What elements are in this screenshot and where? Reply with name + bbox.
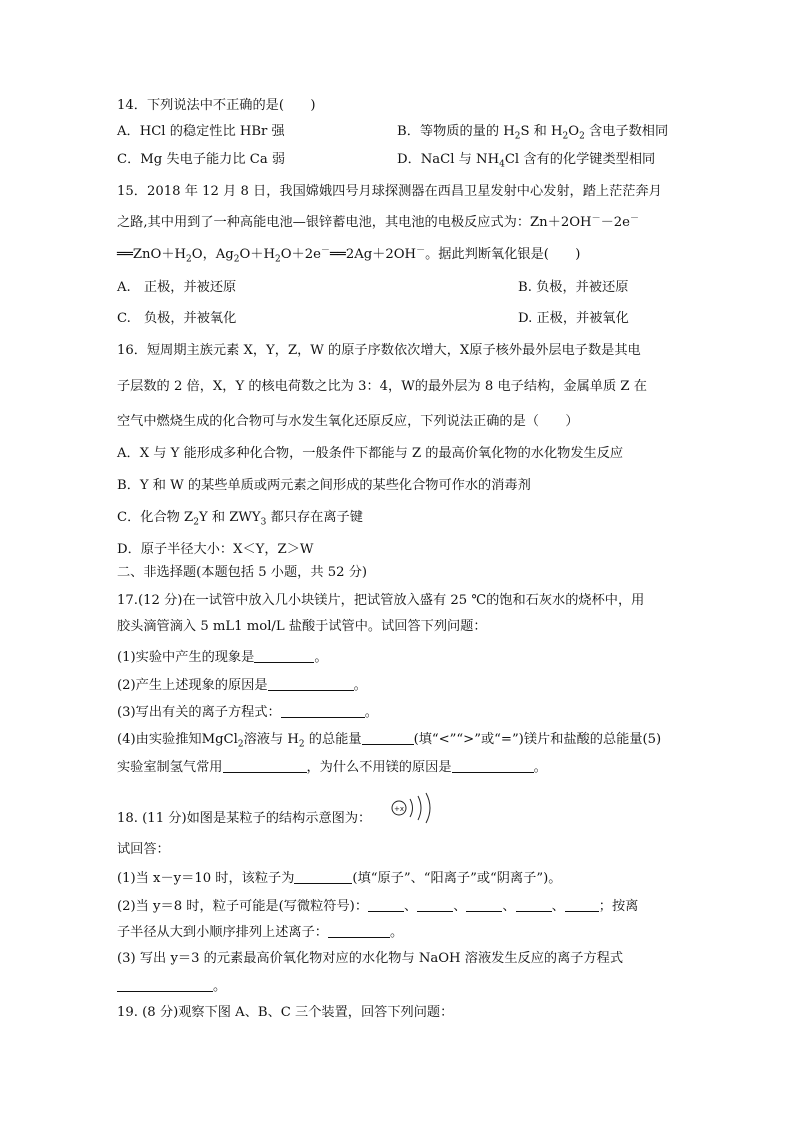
- answer-blank[interactable]: [281, 703, 365, 718]
- q18-line-2: 试回答：: [117, 842, 170, 857]
- q15-line-1: 15．2018 年 12 月 8 日，我国嫦娥四号月球探测器在西昌卫星发射中心发射，踏上茫茫奔月: [117, 184, 662, 199]
- answer-blank[interactable]: [294, 869, 352, 884]
- answer-blank[interactable]: [417, 897, 453, 912]
- q15-line-3: $══ZnO+H_2O$，$Ag_2O+H_2O+2e^-══2Ag+2OH^-$。据此判断氧化银是( ): [117, 245, 581, 265]
- q18-part-3: (3) 写出 y＝3 的元素最高价氧化物对应的水化物与 NaOH 溶液发生反应的离子方程式: [117, 951, 624, 966]
- section-heading: 二、非选择题(本题包括 5 小题，共 52 分): [117, 565, 368, 580]
- q17-part-2: (2)产生上述现象的原因是 。: [117, 678, 367, 693]
- q16-line-1: 16．短周期主族元素 X，Y，Z，W 的原子序数依次增大，X原子核外最外层电子数是其电: [117, 343, 641, 358]
- q17-part-4: (4)由实验推知MgCl$_2$溶液与 $H_2$ 的总能量 (填“<”“>”或“=”)镁片和盐酸的总能量(5): [117, 732, 662, 750]
- q16-option-a: A．X 与 Y 能形成多种化合物，一般条件下都能与 Z 的最高价氧化物的水化物发生反应: [117, 446, 624, 461]
- q16-option-d: D．原子半径大小：X＜Y，Z＞W: [117, 542, 314, 557]
- answer-blank[interactable]: [362, 730, 414, 745]
- q18-line-1: 18. (11 分)如图是某粒子的结构示意图为：: [117, 811, 372, 826]
- answer-blank[interactable]: [328, 923, 390, 938]
- q15-option-d: D. 正极，并被氧化: [518, 311, 629, 326]
- electron-shell-1: [410, 799, 413, 817]
- answer-blank[interactable]: [565, 897, 599, 912]
- q14-option-a: A．HCl 的稳定性比 HBr 强: [117, 124, 285, 139]
- q17-line-1: 17.(12 分)在一试管中放入几小块镁片，把试管放入盛有 25 ℃的饱和石灰水的烧杯中，用: [117, 593, 645, 608]
- electron-shell-2: [418, 796, 421, 820]
- electron-shell-3: [426, 793, 430, 823]
- answer-blank[interactable]: [516, 897, 552, 912]
- q16-line-2: 子层数的 2 倍，X，Y 的核电荷数之比为 3：4，W的最外层为 8 电子结构，金属单质 Z 在: [117, 379, 647, 394]
- q18-part-2-cont: 子半径从大到小顺序排列上述离子： 。: [117, 925, 404, 940]
- q14-option-c: C．Mg 失电子能力比 Ca 弱: [117, 152, 286, 167]
- q18-part-2: (2)当 y＝8 时，粒子可能是(写微粒符号)： 、 、 、 、 ；按离: [117, 899, 639, 914]
- answer-blank[interactable]: [368, 897, 404, 912]
- q16-option-b: B．Y 和 W 的某些单质或两元素之间形成的某些化合物可作水的消毒剂: [117, 478, 531, 493]
- answer-blank[interactable]: [117, 977, 213, 992]
- answer-blank[interactable]: [268, 676, 354, 691]
- q17-part-1: (1)实验中产生的现象是 。: [117, 650, 328, 665]
- answer-blank[interactable]: [223, 758, 307, 773]
- q17-part-5: 实验室制氢气常用 ，为什么不用镁的原因是 。: [117, 760, 547, 775]
- q15-line-2: 之路,其中用到了一种高能电池—银锌蓄电池，其电池的电极反应式为：Zn＋2OH－－2e－: [117, 213, 639, 230]
- q17-part-3: (3)写出有关的离子方程式： 。: [117, 705, 378, 720]
- q19-line-1: 19. (8 分)观察下图 A、B、C 三个装置，回答下列问题：: [117, 1005, 454, 1020]
- q14-stem: 14．下列说法中不正确的是( ): [117, 98, 316, 113]
- q15-option-c: C. 负极，并被氧化: [117, 311, 237, 326]
- q16-line-3: 空气中燃烧生成的化合物可与水发生氧化还原反应，下列说法正确的是（ ）: [117, 414, 579, 429]
- answer-blank[interactable]: [466, 897, 502, 912]
- answer-blank[interactable]: [452, 758, 534, 773]
- q14-option-d: D．NaCl 与 $NH_4Cl$ 含有的化学键类型相同: [397, 152, 656, 170]
- q14-option-b: B．等物质的量的 $H_2S$ 和 $H_2O_2$ 含电子数相同: [397, 124, 669, 142]
- q15-option-b: B. 负极，并被还原: [518, 280, 629, 295]
- q18-part-3-answer: 。: [117, 977, 226, 996]
- atom-structure-diagram: [390, 790, 438, 826]
- q17-line-2: 胶头滴管滴入 5 mL1 mol/L 盐酸于试管中。试回答下列问题：: [117, 619, 487, 634]
- q16-option-c: C．化合物 $Z_2Y$ 和 $ZWY_3$ 都只存在离子键: [117, 510, 363, 528]
- q18-part-1: (1)当 x－y＝10 时，该粒子为 (填“原子”、“阳离子”或“阴离子”)。: [117, 871, 562, 886]
- q15-option-a: A. 正极，并被还原: [117, 280, 237, 295]
- nucleus-label: +x: [393, 805, 405, 813]
- answer-blank[interactable]: [254, 648, 314, 663]
